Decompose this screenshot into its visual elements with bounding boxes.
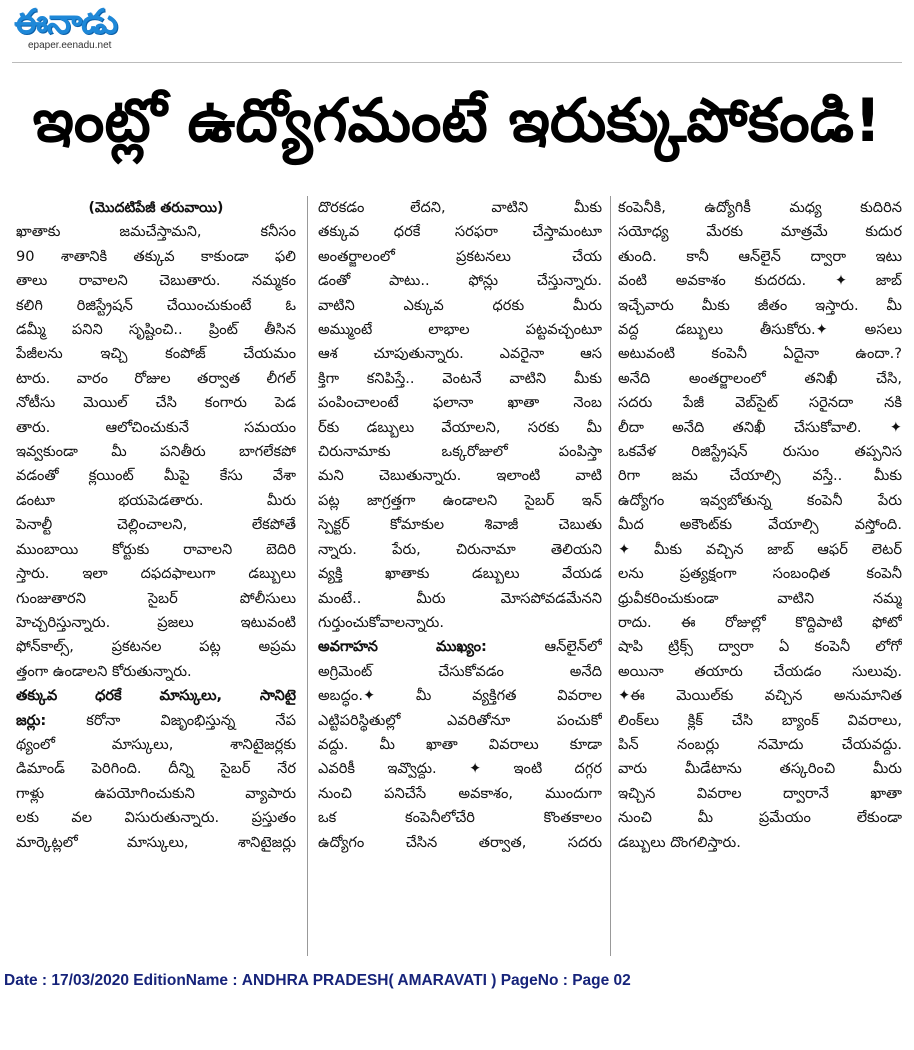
- text-line: అంతర్జాలంలో ప్రకటనలు చేయ: [318, 247, 602, 265]
- text-line: స్పెక్టర్ కోమాకుల శివాజీ చెబుతు: [318, 516, 602, 534]
- text-line: 90 శాతానికి తక్కువ కాకుండా ఫలి: [16, 247, 296, 265]
- subhead-label: జర్లు:: [16, 711, 47, 729]
- date-label: Date :: [4, 972, 48, 989]
- text-line: పట్ల జాగ్రత్తగా ఉండాలని సైబర్ ఇన్: [318, 491, 602, 509]
- text-line: డంతో పాటు.. ఫోన్లు చేస్తున్నారు.: [318, 272, 602, 290]
- subhead-line: తక్కువ ధరకే మాస్కులు, సానిటై: [16, 687, 296, 705]
- text-line: ఎట్టిపరిస్థితుల్లో ఎవరితోనూ పంచుకో: [318, 711, 602, 729]
- text-line: స్తారు. ఇలా దఫదఫాలుగా డబ్బులు: [16, 565, 296, 583]
- text-line: వాటిని ఎక్కువ ధరకు మీరు: [318, 296, 602, 314]
- column-divider: [307, 196, 308, 956]
- text-line: అమ్ముంటే లాభాల పట్టవచ్చంటూ: [318, 321, 602, 339]
- text-line: అయినా తయారు చేయడం సులువు.: [618, 662, 902, 680]
- text-line: న్నారు. పేరు, చిరునామా తెలియని: [318, 540, 602, 558]
- text-line: వ్యక్తి ఖాతాకు డబ్బులు వేయడ: [318, 565, 602, 583]
- text-line: దొరకడం లేదని, వాటిని మీకు: [318, 199, 602, 216]
- subhead-paragraph-start: [16, 709, 296, 733]
- text-line: కంపెనీకి, ఉద్యోగికీ మధ్య కుదిరిన: [618, 199, 902, 216]
- text-line: నుంచి మీ ప్రమేయం లేకుండా: [618, 809, 902, 827]
- subhead-text: కరోనా విజృంభిస్తున్న నేప: [46, 711, 296, 729]
- text-line: రిగా జమ చేయాల్సి వస్తే.. మీకు: [618, 467, 902, 485]
- article-column-1: [16, 196, 296, 855]
- page-value: Page 02: [572, 972, 631, 989]
- text-line: డబ్బులు దొంగలిస్తారు.: [618, 833, 741, 851]
- text-line: లకు వల విసురుతున్నారు. ప్రస్తుతం: [16, 809, 296, 827]
- text-line: తారు. ఆలోచించుకునే సమయం: [16, 418, 296, 436]
- text-line: తుంది. కానీ ఆన్‌లైన్ ద్వారా ఇటు: [618, 247, 902, 265]
- site-url: epaper.eenadu.net: [28, 40, 112, 51]
- edition-value: ANDHRA PRADESH( AMARAVATI ): [241, 972, 497, 989]
- text-line: క్తిగా కనిపిస్తే.. వెంటనే వాటిని మీకు: [318, 369, 602, 387]
- text-line: ఇచ్చిన వివరాల ద్వారానే ఖాతా: [618, 784, 902, 802]
- text-line: తాలు రావాలని చెబుతారు. నమ్మకం: [16, 272, 296, 290]
- text-line: సయోధ్య మేరకు మాత్రమే కుదుర: [618, 223, 902, 241]
- text-line: లీదా అనేది తనిఖీ చేసుకోవాలి. ✦: [618, 418, 902, 436]
- masthead: [14, 2, 154, 54]
- text-line: గుర్తుంచుకోవాలన్నారు.: [318, 613, 444, 631]
- date-value: 17/03/2020: [51, 972, 129, 989]
- article-column-2: [318, 196, 602, 855]
- column-divider: [610, 196, 611, 956]
- text-line: ఒక కంపెనీలోచేరి కొంతకాలం: [318, 809, 602, 827]
- text-line: కలిగి రిజిస్ట్రేషన్ చేయించుకుంటే ఓ: [16, 296, 296, 314]
- text-line: త్తంగా ఉండాలని కోరుతున్నారు.: [16, 662, 192, 680]
- text-line: మంటే.. మీరు మోసపోవడమేనని: [318, 589, 602, 607]
- text-line: డంటూ భయపెడతారు. మీరు: [16, 491, 296, 509]
- text-line: వంటి అవకాశం కుదరదు. ✦ జాబ్: [618, 272, 902, 290]
- text-line: ఉద్యోగం ఇవ్వబోతున్న కంపెనీ పేరు: [618, 491, 902, 509]
- text-line: మార్కెట్లలో మాస్కులు, శానిటైజర్లు: [16, 833, 296, 851]
- text-line: లను ప్రత్యక్షంగా సంబంధిత కంపెనీ: [618, 565, 902, 583]
- text-line: గాళ్లు ఉపయోగించుకుని వ్యాపారు: [16, 784, 296, 802]
- text-line: ఇవ్వకుండా మీ పనితీరు బాగలేకపో: [16, 443, 296, 461]
- text-line: ఎవరికీ ఇవ్వొద్దు. ✦ ఇంటి దగ్గర: [318, 760, 602, 778]
- text-line: అటువంటి కంపెనీ ఏదైనా ఉందా.?: [618, 345, 902, 363]
- text-line: చిరునామాకు ఒక్కరోజులో పంపిస్తా: [318, 443, 602, 461]
- article-headline: ఇంట్లో ఉద్యోగమంటే ఇరుక్కుపోకండి!: [32, 86, 882, 156]
- text-line: ✦ మీకు వచ్చిన జాబ్ ఆఫర్ లెటర్: [618, 540, 902, 558]
- text-line: ఫోన్‌కాల్స్, ప్రకటనల పట్ల అప్రమ: [16, 638, 296, 656]
- subhead-paragraph-start: [318, 635, 602, 659]
- text-line: ఒకవేళ రిజిస్ట్రేషన్ రుసుం తప్పనిస: [618, 443, 902, 461]
- header-divider: [12, 62, 902, 63]
- text-line: వడంతో క్లయింట్ మీపై కేసు వేశా: [16, 467, 296, 485]
- text-line: హెచ్చరిస్తున్నారు. ప్రజలు ఇటువంటి: [16, 613, 296, 631]
- text-line: వద్ద డబ్బులు తీసుకోరు.✦ అసలు: [618, 321, 902, 339]
- text-line: లింక్‌లు క్లిక్ చేసి బ్యాంక్ వివరాలు,: [618, 711, 902, 729]
- text-line: ఇచ్చేవారు మీకు జీతం ఇస్తారు. మీ: [618, 296, 902, 314]
- text-line: పెనాల్టీ చెల్లించాలని, లేకపోతే: [16, 516, 296, 534]
- article-column-3: [618, 196, 902, 855]
- text-line: గుంజుతారని సైబర్ పోలీసులు: [16, 589, 296, 607]
- text-line: షాపి ట్రిక్స్ ద్వారా ఏ కంపెనీ లోగో: [618, 638, 902, 656]
- subhead-text: ఆన్‌లైన్‌లో: [486, 638, 602, 656]
- text-line: ధ్రువీకరించుకుండా వాటిని నమ్మ: [618, 589, 902, 607]
- text-line: ఖాతాకు జమచేస్తామని, కనీసం: [16, 223, 296, 241]
- text-line: ముంబాయి కోర్టుకు రావాలని బెదిరి: [16, 540, 296, 558]
- text-line: వద్దు. మీ ఖాతా వివరాలు కూడా: [318, 735, 602, 753]
- page-footer: [4, 972, 631, 990]
- text-line: డిమాండ్ పెరిగింది. దీన్ని సైబర్ నేర: [16, 760, 296, 778]
- text-line: ✦ఈ మెయిల్‌కు వచ్చిన అనుమానిత: [618, 687, 902, 705]
- text-line: అగ్రిమెంట్ చేసుకోవడం అనేది: [318, 662, 602, 680]
- text-line: ఆశ చూపుతున్నారు. ఎవరైనా ఆస: [318, 345, 602, 363]
- edition-label: EditionName :: [133, 972, 238, 989]
- text-line: పేజీలను ఇచ్చి కంపోజ్ చేయమం: [16, 345, 296, 363]
- page-label: PageNo :: [500, 972, 568, 989]
- text-line: వారు మీడేటాను తస్కరించి మీరు: [618, 760, 902, 778]
- text-line: ర్‌కు డబ్బులు వేయాలని, సరకు మీ: [318, 418, 602, 436]
- text-line: రాదు. ఈ రోజుల్లో కొద్దిపాటి ఫోటో: [618, 613, 902, 631]
- eenadu-logo: ఈనాడు: [14, 2, 118, 42]
- text-line: థ్యంలో మాస్కులు, శానిటైజర్లకు: [16, 735, 296, 753]
- text-line: మని చెబుతున్నారు. ఇలాంటి వాటి: [318, 467, 602, 485]
- text-line: డమ్మీ పనిని సృష్టించి.. ప్రింట్ తీసిన: [16, 321, 296, 339]
- continuation-note: (మొదటిపేజీ తరువాయి): [88, 200, 224, 216]
- text-line: పిన్ నంబర్లు నమోదు చేయవద్దు.: [618, 735, 902, 753]
- text-line: నుంచి పనిచేసే అవకాశం, ముందుగా: [318, 784, 602, 802]
- text-line: సదరు పేజీ వెబ్‌సైట్ సరైనదా నకి: [618, 394, 902, 412]
- text-line: మీద అకౌంట్‌కు వేయాల్సి వస్తోంది.: [618, 516, 902, 534]
- text-line: అబద్ధం.✦ మీ వ్యక్తిగత వివరాల: [318, 687, 602, 705]
- text-line: నోటీసు మెయిల్ చేసి కంగారు పెడ: [16, 394, 296, 412]
- text-line: అనేది అంతర్జాలంలో తనిఖీ చేసి,: [618, 369, 902, 387]
- text-line: ఉద్యోగం చేసిన తర్వాత, సదరు: [318, 833, 602, 851]
- text-line: తక్కువ ధరకే సరఫరా చేస్తామంటూ: [318, 223, 602, 241]
- text-line: టారు. వారం రోజుల తర్వాత లీగల్: [16, 369, 296, 387]
- subhead-label: అవగాహన ముఖ్యం:: [318, 638, 487, 656]
- text-line: పంపించాలంటే ఫలానా ఖాతా నెంబ: [318, 394, 602, 412]
